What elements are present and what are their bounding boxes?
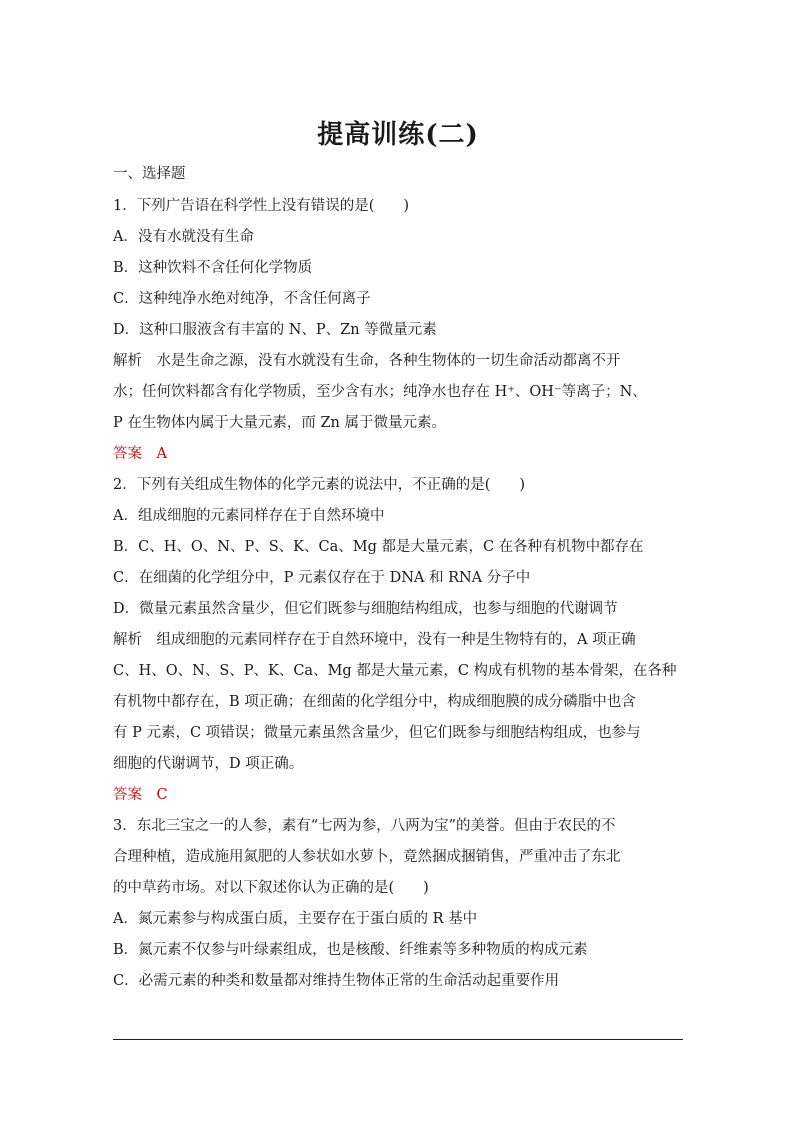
answer-line: 答案 C bbox=[113, 787, 168, 803]
document-body bbox=[113, 159, 683, 997]
text-line: B．C、H、O、N、P、S、K、Ca、Mg 都是大量元素，C 在各种有机物中都存在 bbox=[113, 539, 644, 555]
text-line: 有 P 元素，C 项错误；微量元素虽然含量少，但它们既参与细胞结构组成，也参与 bbox=[113, 725, 641, 741]
section-heading: 一、选择题 bbox=[113, 166, 186, 182]
text-line: 有机物中都存在，B 项正确；在细菌的化学组分中，构成细胞膜的成分磷脂中也含 bbox=[113, 694, 636, 710]
footer-rule bbox=[113, 1039, 683, 1040]
text-line: A．氮元素参与构成蛋白质，主要存在于蛋白质的 R 基中 bbox=[113, 911, 478, 927]
text-line: C、H、O、N、S、P、K、Ca、Mg 都是大量元素，C 构成有机物的基本骨架，在各种 bbox=[113, 663, 677, 679]
text-line: C．在细菌的化学组分中，P 元素仅存在于 DNA 和 RNA 分子中 bbox=[113, 570, 531, 586]
text-line: P 在生物体内属于大量元素，而 Zn 属于微量元素。 bbox=[113, 415, 446, 431]
text-line: D．这种口服液含有丰富的 N、P、Zn 等微量元素 bbox=[113, 322, 437, 338]
text-line: B．这种饮料不含任何化学物质 bbox=[113, 260, 313, 276]
text-line: A．没有水就没有生命 bbox=[113, 229, 254, 245]
text-line: C．这种纯净水绝对纯净，不含任何离子 bbox=[113, 291, 371, 307]
text-line: 解析 组成细胞的元素同样存在于自然环境中，没有一种是生物特有的，A 项正确 bbox=[113, 632, 636, 648]
text-line: B．氮元素不仅参与叶绿素组成，也是核酸、纤维素等多种物质的构成元素 bbox=[113, 942, 588, 958]
text-line: 细胞的代谢调节，D 项正确。 bbox=[113, 756, 304, 772]
question-lines bbox=[113, 191, 683, 997]
text-line: D．微量元素虽然含量少，但它们既参与细胞结构组成，也参与细胞的代谢调节 bbox=[113, 601, 618, 617]
text-line: A．组成细胞的元素同样存在于自然环境中 bbox=[113, 508, 385, 524]
text-line: 合理种植，造成施用氮肥的人参状如水萝卜，竟然捆成捆销售，严重冲击了东北 bbox=[113, 849, 621, 865]
text-line: 的中草药市场。对以下叙述你认为正确的是( ) bbox=[113, 880, 429, 896]
answer-line: 答案 A bbox=[113, 446, 167, 462]
text-line: 解析 水是生命之源，没有水就没有生命，各种生物体的一切生命活动都离不开 bbox=[113, 353, 621, 369]
text-line: 水；任何饮料都含有化学物质，至少含有水；纯净水也存在 H⁺、OH⁻等离子；N、 bbox=[113, 384, 647, 400]
text-line: C．必需元素的种类和数量都对维持生物体正常的生命活动起重要作用 bbox=[113, 973, 560, 989]
text-line: 3．东北三宝之一的人参，素有“七两为参，八两为宝”的美誉。但由于农民的不 bbox=[113, 818, 616, 834]
text-line: 1．下列广告语在科学性上没有错误的是( ) bbox=[113, 198, 410, 214]
text-line: 2．下列有关组成生物体的化学元素的说法中，不正确的是( ) bbox=[113, 477, 526, 493]
page-title: 提高训练(二) bbox=[317, 120, 479, 150]
